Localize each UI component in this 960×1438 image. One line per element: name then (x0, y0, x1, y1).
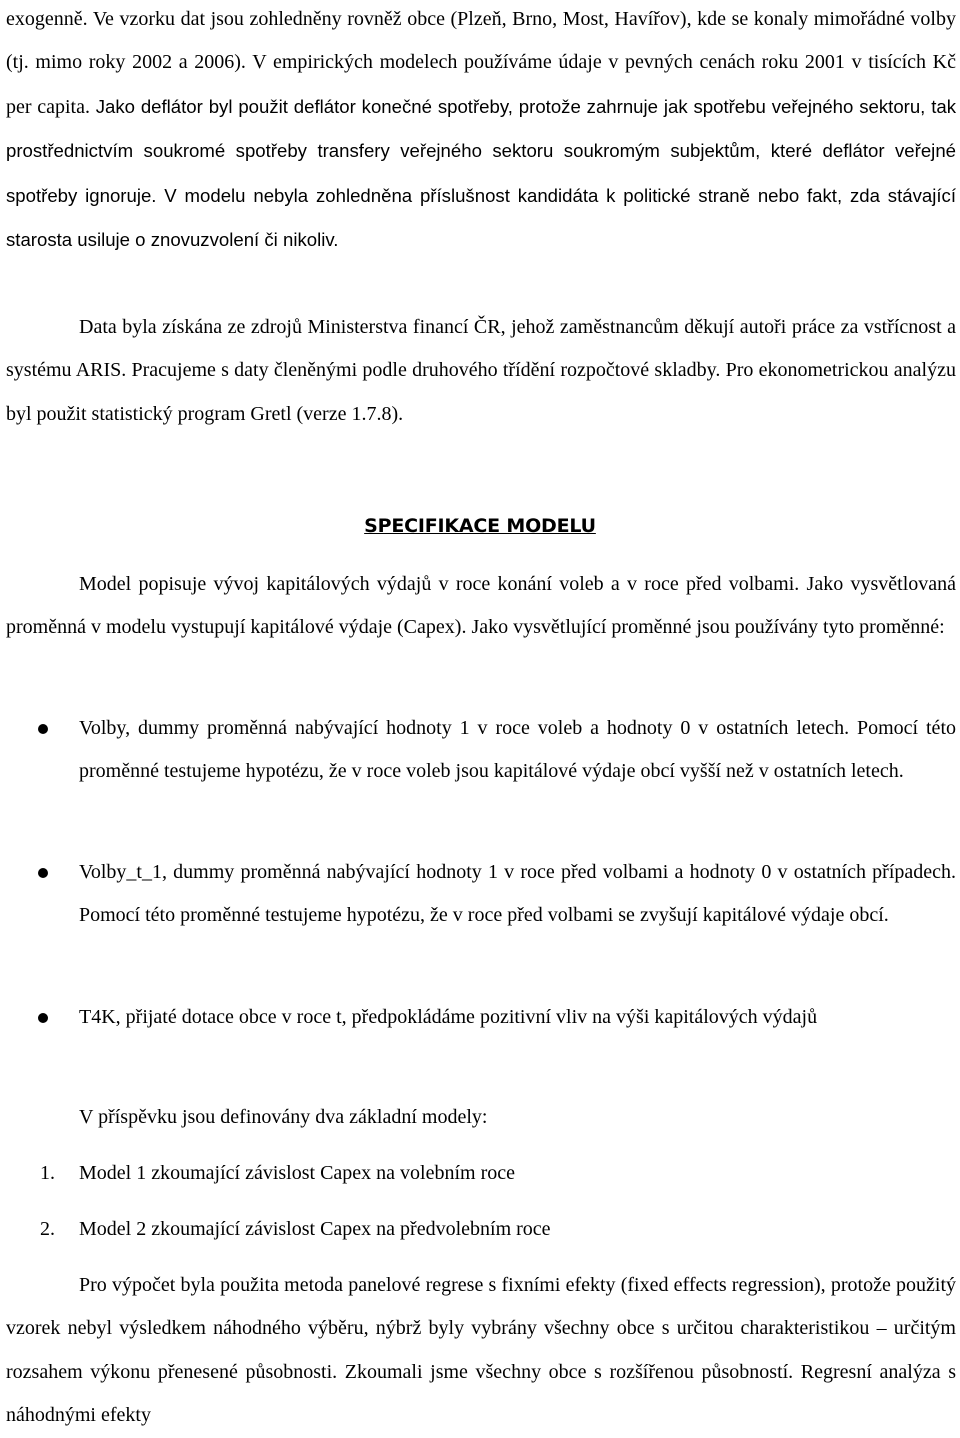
list-number: 1. (40, 1162, 55, 1184)
section-heading: SPECIFIKACE MODELU (364, 515, 596, 537)
numbered-item: Model 1 zkoumající závislost Capex na volebním roce (79, 1162, 515, 1184)
numbered-item: Model 2 zkoumající závislost Capex na předvolebním roce (79, 1218, 551, 1240)
bullet-marker (38, 724, 48, 734)
list-item: T4K, přijaté dotace obce v roce t, předpokládáme pozitivní vliv na výši kapitálových výdajů (79, 1006, 818, 1028)
list-item: Volby, dummy proměnná nabývající hodnoty 1 v roce voleb a hodnoty 0 v ostatních letech. Pomocí této proměnné testujeme hypotézu, že v roce voleb jsou kapitálové výdaje obcí vyšší než v ostatních letech. (79, 717, 956, 783)
list-number: 2. (40, 1218, 55, 1240)
intro-text-serif: exogenně. Ve vzorku dat jsou zohledněny rovněž obce (Plzeň, Brno, Most, Havířov), kde se konaly mimořádné volby (tj. mimo roky 2002 a 2006). V empirických modelech používáme údaje v pevných cenách roku 2001 v tisících Kč per capita. (6, 8, 956, 118)
bullet-marker (38, 868, 48, 878)
intro-paragraph (6, 0, 956, 262)
method-paragraph: Pro výpočet byla použita metoda panelové regrese s fixními efekty (fixed effects regression), protože použitý vzorek nebyl výsledkem náhodného výběru, nýbrž byly vybrány všechny obce s určitou charakteristikou – určitým rozsahem výkonu přenesené působnosti. Zkoumali jsme všechny obce s rozšířenou působností. Regresní analýza s náhodnými efekty (6, 1274, 956, 1427)
models-intro: V příspěvku jsou definovány dva základní modely: (79, 1106, 488, 1128)
model-description-paragraph: Model popisuje vývoj kapitálových výdajů v roce konání voleb a v roce před volbami. Jako vysvětlovaná proměnná v modelu vystupují kapitálové výdaje (Capex). Jako vysvětlující proměnné jsou používány tyto proměnné: (6, 573, 956, 639)
intro-text-sans: Jako deflátor byl použit deflátor konečné spotřeby, protože zahrnuje jak spotřebu veřejného sektoru, tak prostřednictvím soukromé spotřeby transfery veřejného sektoru soukromým subjektům, které deflátor veřejné spotřeby ignoruje. V modelu nebyla zohledněna příslušnost kandidáta k politické straně nebo fakt, zda stávající starosta usiluje o znovuzvolení či nikoliv. (6, 95, 957, 251)
bullet-marker (38, 1013, 48, 1023)
data-source-paragraph: Data byla získána ze zdrojů Ministerstva financí ČR, jehož zaměstnancům děkují autoři práce za vstřícnost a systému ARIS. Pracujeme s daty členěnými podle druhového třídění rozpočtové skladby. Pro ekonometrickou analýzu byl použit statistický program Gretl (verze 1.7.8). (6, 316, 956, 425)
list-item: Volby_t_1, dummy proměnná nabývající hodnoty 1 v roce před volbami a hodnoty 0 v ostatních případech. Pomocí této proměnné testujeme hypotézu, že v roce před volbami se zvyšují kapitálové výdaje obcí. (79, 861, 956, 927)
